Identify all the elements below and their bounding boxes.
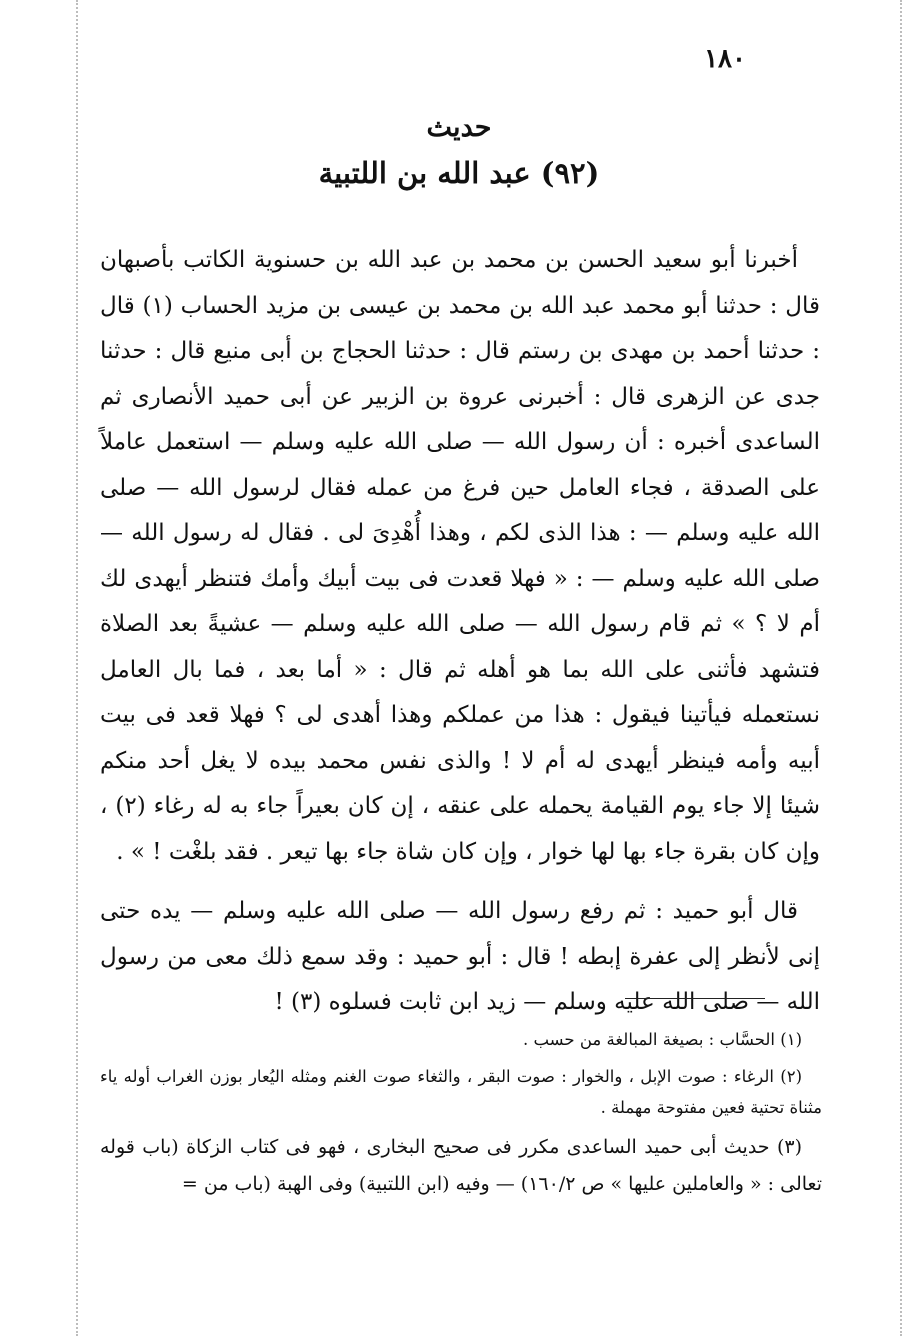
footnote-2: (٢) الرغاء : صوت الإبل ، والخوار : صوت البقر ، والثغاء صوت الغنم ومثله اليُعار بوزن الغراب أوله ياء مثناة تحتية فعين مفتوحة مهملة . (100, 1067, 822, 1117)
page-number: ١٨٠ (704, 44, 746, 74)
hadith-paragraph-2: قال أبو حميد : ثم رفع رسول الله — صلى الله عليه وسلم — يده حتى إنى لأنظر إلى عفرة إبطه ! قال : أبو حميد : وقد سمع ذلك معى من رسول الله — صلى الله عليه وسلم — زيد ابن ثابت فسلوه (٣) ! (100, 898, 820, 1015)
page-margin-dotted-line-right (900, 0, 902, 1336)
hadith-title: (٩٢) عبد الله بن اللتبية (318, 156, 600, 190)
hadith-body (100, 238, 820, 1026)
footnotes (100, 1024, 822, 1209)
footnote-3: (٣) حديث أبى حميد الساعدى مكرر فى صحيح البخارى ، فهو فى كتاب الزكاة (باب قوله تعالى : « والعاملين عليها » ص ١٦٠/٢) — وفيه (ابن اللتبية) وفى الهبة (باب من = (100, 1136, 822, 1195)
footnote-separator (625, 998, 765, 999)
hadith-paragraph-1: أخبرنا أبو سعيد الحسن بن محمد بن عبد الله بن حسنوية الكاتب بأصبهان قال : حدثنا أبو محمد عبد الله بن محمد بن عيسى بن مزيد الحساب (١) قال : حدثنا أحمد بن مهدى بن رستم قال : حدثنا الحجاج بن أبى منيع قال : حدثنا جدى عن الزهرى قال : أخبرنى عروة بن الزبير عن أبى حميد الأنصارى ثم الساعدى أخبره : أن رسول الله — صلى الله عليه وسلم — استعمل عاملاً على الصدقة ، فجاء العامل حين فرغ من عمله فقال لرسول الله — صلى الله عليه وسلم — : هذا الذى لكم ، وهذا أُهْدِىَ لى . فقال له رسول الله — صلى الله عليه وسلم — : « فهلا قعدت فى بيت أبيك وأمك فتنظر أيهدى لك أم لا ؟ » ثم قام رسول الله — صلى الله عليه وسلم — عشيةً بعد الصلاة فتشهد فأثنى على الله بما هو أهله ثم قال : « أما بعد ، فما بال العامل نستعمله فيأتينا فيقول : هذا من عملكم وهذا أهدى لى ؟ فهلا قعد فى بيت أبيه وأمه فينظر أيهدى له أم لا ! والذى نفس محمد بيده لا يغل أحد منكم شيئا إلا جاء يوم القيامة يحمله على عنقه ، إن كان بعيراً جاء به له رغاء (٢) ، وإن كان بقرة جاء بها لها خوار ، وإن كان شاة جاء بها تيعر . فقد بلغْت ! » . (100, 247, 821, 865)
section-heading: حديث (426, 112, 492, 143)
page-margin-dotted-line-left (76, 0, 78, 1336)
footnote-1: (١) الحسَّاب : بصيغة المبالغة من حسب . (522, 1030, 802, 1049)
